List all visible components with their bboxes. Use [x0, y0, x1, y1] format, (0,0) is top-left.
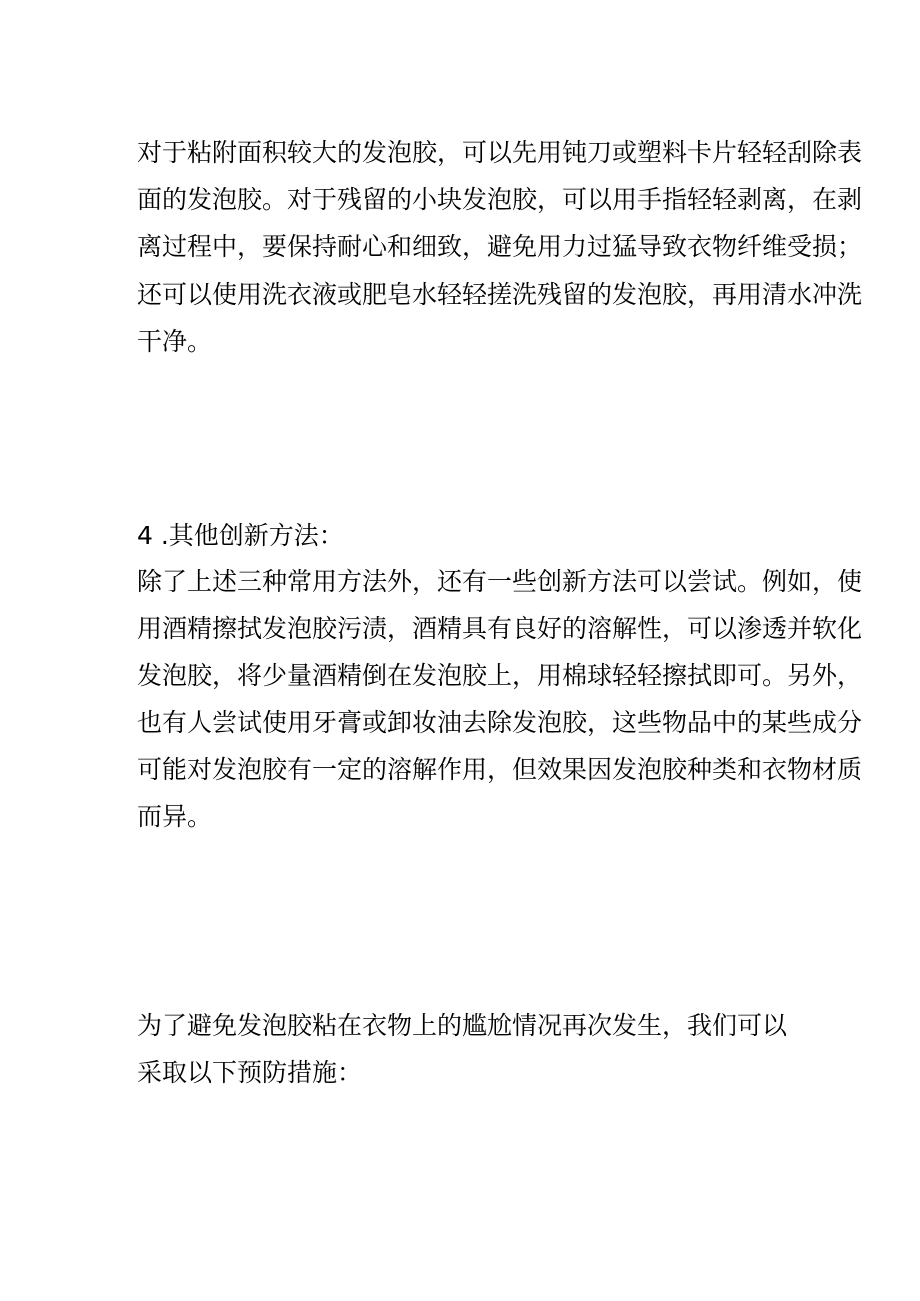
text-line: 离过程中，要保持耐心和细致，避免用力过猛导致衣物纤维受损；	[137, 232, 863, 261]
section-heading: 4 .其他创新方法：	[137, 521, 344, 550]
text-line: 为了避免发泡胶粘在衣物上的尴尬情况再次发生，我们可以	[137, 1011, 788, 1040]
text-line: 用酒精擦拭发泡胶污渍，酒精具有良好的溶解性，可以渗透并软化	[137, 614, 863, 643]
text-line: 也有人尝试使用牙膏或卸妆油去除发泡胶，这些物品中的某些成分	[137, 708, 863, 737]
text-line: 采取以下预防措施：	[137, 1058, 363, 1087]
text-line: 对于粘附面积较大的发泡胶，可以先用钝刀或塑料卡片轻轻刮除表	[137, 138, 863, 167]
text-line: 还可以使用洗衣液或肥皂水轻轻搓洗残留的发泡胶，再用清水冲洗	[137, 280, 863, 309]
text-line: 发泡胶，将少量酒精倒在发泡胶上，用棉球轻轻擦拭即可。另外，	[137, 661, 863, 690]
text-line: 面的发泡胶。对于残留的小块发泡胶，可以用手指轻轻剥离，在剥	[137, 185, 863, 214]
text-line: 除了上述三种常用方法外，还有一些创新方法可以尝试。例如，使	[137, 567, 863, 596]
text-line: 可能对发泡胶有一定的溶解作用，但效果因发泡胶种类和衣物材质	[137, 755, 863, 784]
text-line: 而异。	[137, 802, 213, 831]
text-line: 干净。	[137, 327, 213, 356]
